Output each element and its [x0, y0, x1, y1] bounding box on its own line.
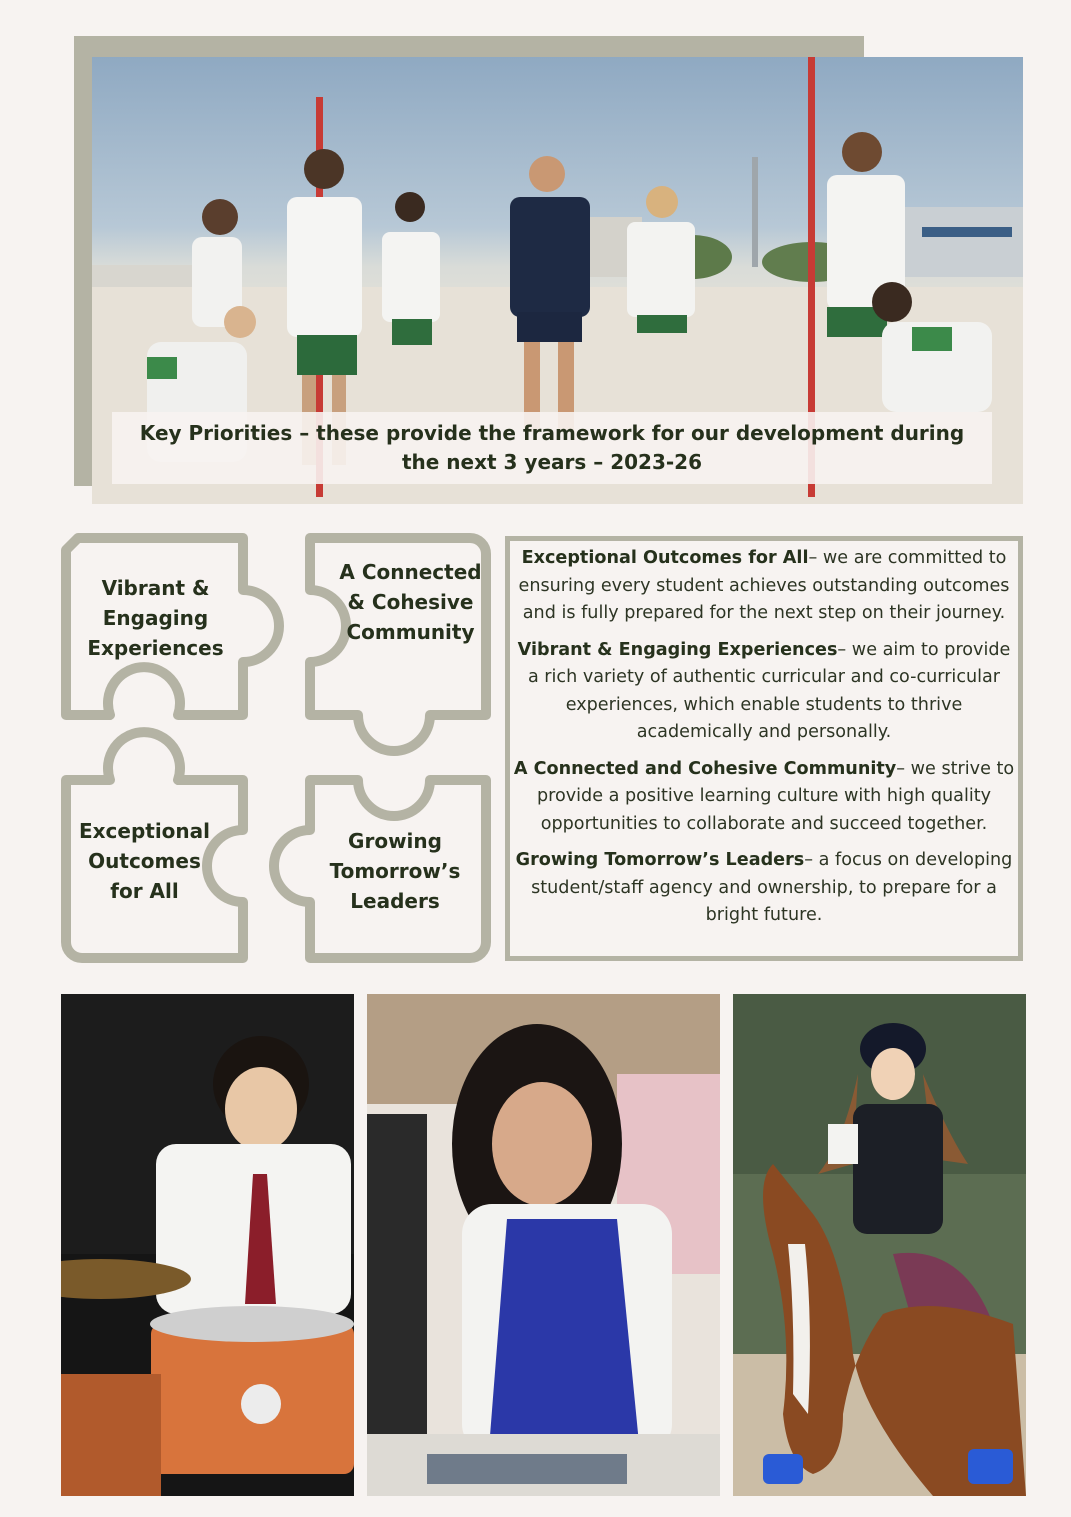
- puzzle-label-growing: Growing Tomorrow’s Leaders: [329, 829, 461, 913]
- priority-title: Growing Tomorrow’s Leaders: [515, 850, 805, 870]
- photo-art-student: [367, 994, 720, 1496]
- priority-text: – we strive to provide a positive learning culture with high quality opportunities to collaborate and succeed together.: [536, 758, 1015, 834]
- priority-title: A Connected and Cohesive Community: [513, 758, 897, 779]
- hero-caption: Key Priorities – these provide the framework for our development during the next 3 years – 2023-26: [112, 412, 992, 484]
- priority-item: [512, 847, 1016, 930]
- priority-title: Vibrant & Engaging Experiences: [517, 639, 838, 660]
- puzzle-label-exceptional: Exceptional Outcomes for All: [78, 819, 211, 903]
- priority-text: – a focus on developing student/staff agency and ownership, to prepare for a bright future.: [531, 850, 1013, 925]
- photo-drummer: [61, 994, 354, 1496]
- puzzle-label-connected: A Connected & Cohesive Community: [339, 560, 482, 644]
- priority-text: – we aim to provide a rich variety of authentic curricular and co-curricular experiences, which enable students to thrive academically and personally.: [527, 639, 1011, 742]
- priority-title: Exceptional Outcomes for All: [521, 548, 809, 568]
- priorities-description-box: [505, 536, 1023, 961]
- priority-item: [512, 637, 1016, 747]
- priority-item: [512, 756, 1016, 839]
- puzzle-label-vibrant: Vibrant & Engaging Experiences: [87, 576, 224, 660]
- priority-item: [512, 545, 1016, 628]
- photo-horse-rider: [733, 994, 1026, 1496]
- priority-text: – we are committed to ensuring every student achieves outstanding outcomes and is fully prepared for the next step on their journey.: [518, 548, 1010, 623]
